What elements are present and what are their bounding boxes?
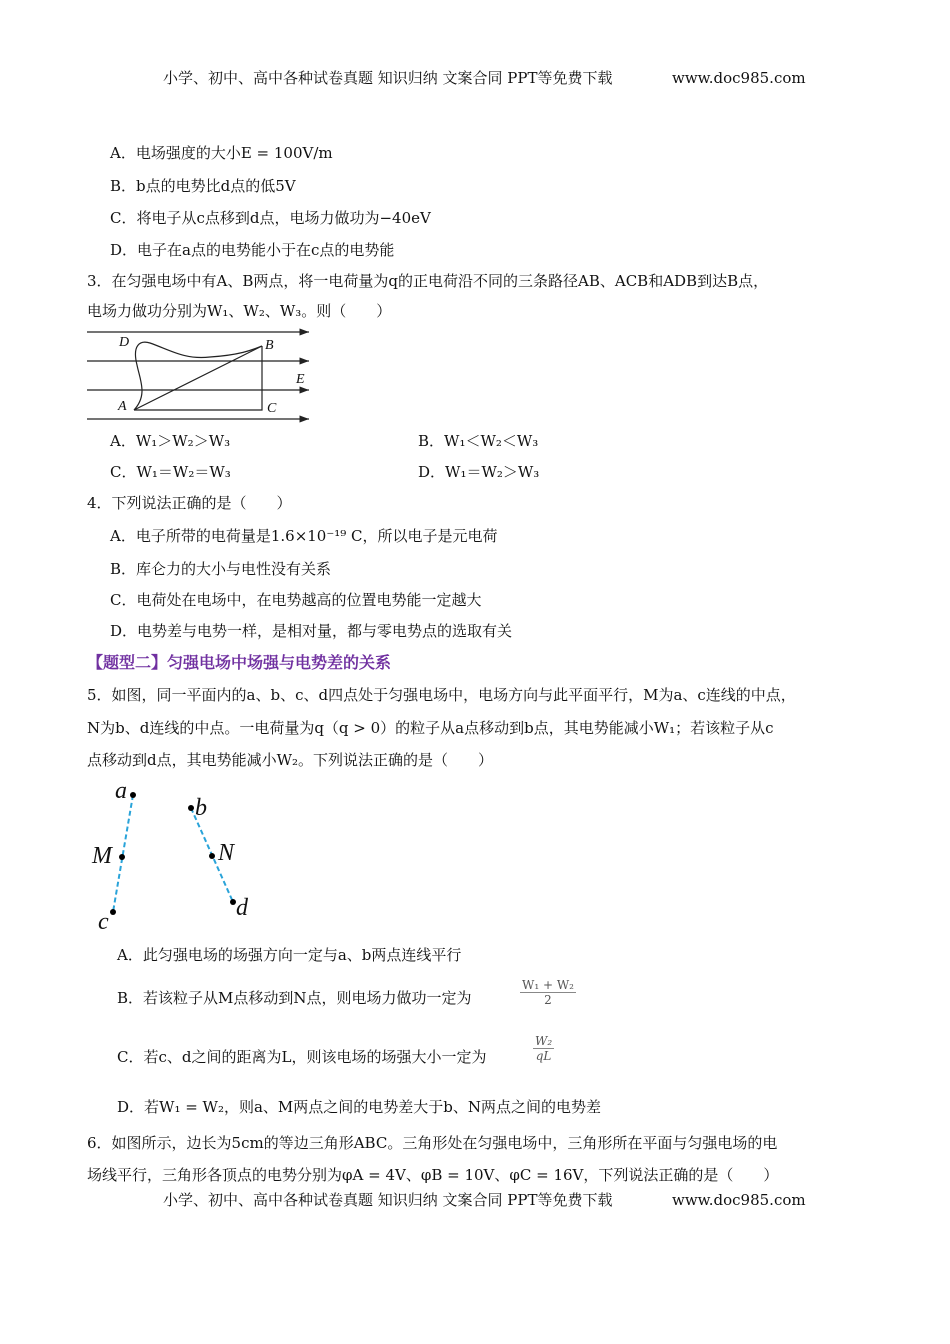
label-N: N [218, 840, 235, 866]
q4-option-c: C．电荷处在电场中，在电势越高的位置电势能一定越大 [110, 591, 482, 609]
label-d: d [236, 895, 248, 921]
q5-option-d: D．若W₁ = W₂，则a、M两点之间的电势差大于b、N两点之间的电势差 [117, 1098, 602, 1116]
label-M: M [92, 843, 112, 869]
footer-url[interactable]: www.doc985.com [672, 1191, 806, 1209]
fraction-c-denominator: qL [535, 1049, 552, 1063]
q5-stem-line2: N为b、d连线的中点。一电荷量为q（q > 0）的粒子从a点移动到b点，其电势能减小W₁；若该粒子从c [87, 719, 774, 737]
q3-option-b: B．W₁＜W₂＜W₃ [418, 432, 539, 450]
q2-option-a: A．电场强度的大小E = 100V/m [110, 144, 333, 162]
footer-text: 小学、初中、高中各种试卷真题 知识归纳 文案合同 PPT等免费下载 [163, 1191, 613, 1209]
q5-option-c: C．若c、d之间的距离为L，则该电场的场强大小一定为 [117, 1048, 487, 1066]
label-a: a [115, 778, 127, 804]
fraction-c [533, 1034, 554, 1063]
q3-option-c: C．W₁＝W₂＝W₃ [110, 463, 231, 481]
header-url[interactable]: www.doc985.com [672, 69, 806, 87]
point-n [209, 853, 215, 859]
header-text: 小学、初中、高中各种试卷真题 知识归纳 文案合同 PPT等免费下载 [163, 69, 613, 87]
label-E: E [296, 372, 305, 387]
label-C: C [267, 401, 277, 416]
q6-stem-line1: 6．如图所示，边长为5cm的等边三角形ABC。三角形处在匀强电场中，三角形所在平面与匀强电场的电 [87, 1134, 778, 1152]
fraction-b-denominator: 2 [544, 993, 552, 1007]
q3-option-d: D．W₁＝W₂＞W₃ [418, 463, 540, 481]
q4-option-d: D．电势差与电势一样，是相对量，都与零电势点的选取有关 [110, 622, 513, 640]
q3-option-a: A．W₁＞W₂＞W₃ [110, 432, 231, 450]
q5-stem-line3: 点移动到d点，其电势能减小W₂。下列说法正确的是（ ） [87, 751, 494, 769]
section-title: 【题型二】匀强电场中场强与电势差的关系 [87, 653, 392, 672]
point-c [110, 909, 116, 915]
point-m [119, 854, 125, 860]
q5-option-b: B．若该粒子从M点移动到N点，则电场力做功一定为 [117, 989, 472, 1007]
point-b [188, 805, 194, 811]
q3-stem-line2: 电场力做功分别为W₁、W₂、W₃。则（ ） [87, 302, 392, 320]
fraction-b [520, 978, 576, 1007]
segment-ac [113, 795, 133, 912]
q2-option-b: B．b点的电势比d点的低5V [110, 177, 296, 195]
path-ab [134, 346, 262, 410]
q4-stem: 4．下列说法正确的是（ ） [87, 494, 292, 512]
label-D: D [119, 335, 130, 350]
q6-stem-line2: 场线平行，三角形各顶点的电势分别为φA = 4V、φB = 10V、φC = 16V，下列说法正确的是（ ） [87, 1166, 779, 1184]
label-B: B [265, 338, 274, 353]
q5-option-a: A．此匀强电场的场强方向一定与a、b两点连线平行 [117, 946, 462, 964]
q4-option-b: B．库仑力的大小与电性没有关系 [110, 560, 332, 578]
point-a [130, 792, 136, 798]
q3-stem-line1: 3．在匀强电场中有A、B两点，将一电荷量为q的正电荷沿不同的三条路径AB、ACB和ADB到达B点， [87, 272, 769, 290]
label-A: A [118, 399, 127, 414]
q2-option-d: D．电子在a点的电势能小于在c点的电势能 [110, 241, 395, 259]
fraction-c-numerator: W₂ [535, 1034, 553, 1048]
label-c: c [98, 909, 109, 935]
q5-stem-line1: 5．如图，同一平面内的a、b、c、d四点处于匀强电场中，电场方向与此平面平行，M为a、c连线的中点， [87, 686, 796, 704]
fraction-b-numerator: W₁ + W₂ [522, 978, 574, 992]
label-b: b [195, 795, 207, 821]
q2-option-c: C．将电子从c点移到d点，电场力做功为−40eV [110, 209, 431, 227]
q4-option-a: A．电子所带的电荷量是1.6×10⁻¹⁹ C，所以电子是元电荷 [110, 527, 498, 545]
